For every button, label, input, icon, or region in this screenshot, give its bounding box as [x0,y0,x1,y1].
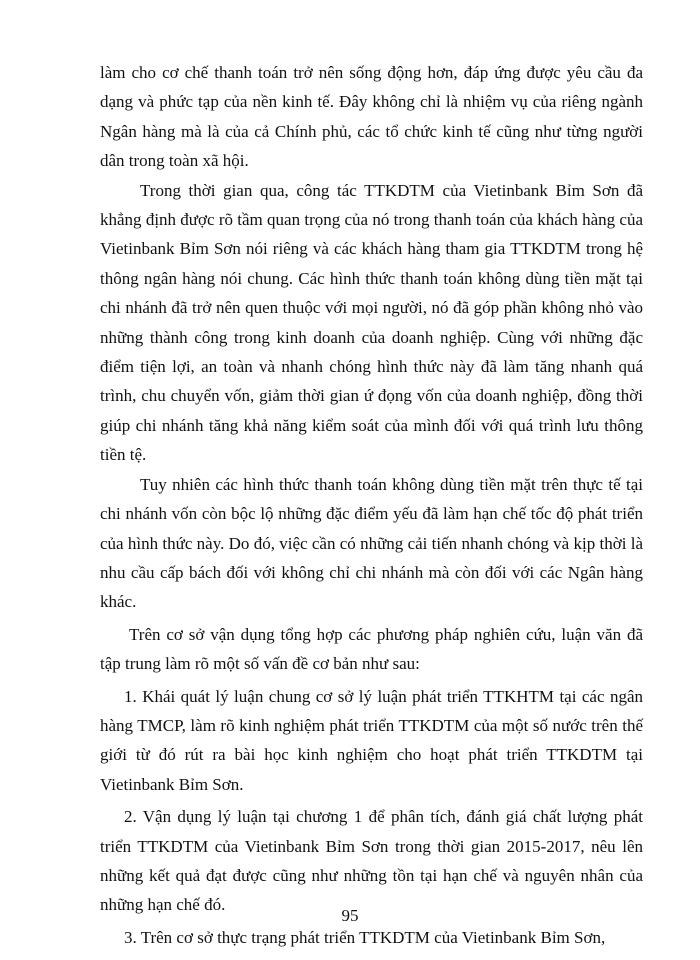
paragraph-intro-continuation: làm cho cơ chế thanh toán trở nên sống động hơn, đáp ứng được yêu cầu đa dạng và phức tạp của nền kinh tế. Đây không chỉ là nhiệm vụ của riêng ngành Ngân hàng mà là của cả Chính phủ, các tổ chức kinh tế cũng như từng người dân trong toàn xã hội. [100,63,643,171]
document-body [100,58,643,952]
list-item-2: 2. Vận dụng lý luận tại chương 1 để phân tích, đánh giá chất lượng phát triển TTKDTM của Vietinbank Bỉm Sơn trong thời gian 2015-2017, nêu lên những kết quả đạt được cũng như những tồn tại hạn chế và nguyên nhân của những hạn chế đó. [100,807,643,915]
paragraph-research-summary: Trên cơ sở vận dụng tổng hợp các phương pháp nghiên cứu, luận văn đã tập trung làm rõ một số vấn đề cơ bản như sau: [100,624,643,674]
list-item-3: 3. Trên cơ sở thực trạng phát triển TTKDTM của Vietinbank Bỉm Sơn, [124,927,606,947]
paragraph-ttkdtm-importance: Trong thời gian qua, công tác TTKDTM của Vietinbank Bỉm Sơn đã khẳng định được rõ tầm quan trọng của nó trong thanh toán của khách hàng của Vietinbank Bỉm Sơn nói riêng và các khách hàng tham gia TTKDTM trong hệ thông ngân hàng nói chung. Các hình thức thanh toán không dùng tiền mặt tại chi nhánh đã trở nên quen thuộc với mọi người, nó đã góp phần không nhỏ vào những thành công trong kinh doanh của doanh nghiệp. Cùng với những đặc điểm tiện lợi, an toàn và nhanh chóng hình thức này đã làm tăng nhanh quá trình, chu chuyển vốn, giảm thời gian ứ đọng vốn của doanh nghiệp, đồng thời giúp chi nhánh tăng khả năng kiểm soát của mình đối với quá trình lưu thông tiền tệ. [100,180,643,465]
page-number: 95 [341,906,359,925]
list-item-1: 1. Khái quát lý luận chung cơ sở lý luận phát triển TTKHTM tại các ngân hàng TMCP, làm rõ kinh nghiệm phát triển TTKDTM của một số nước trên thế giới từ đó rút ra bài học kinh nghiệm cho hoạt phát triển TTKDTM tại Vietinbank Bỉm Sơn. [100,686,643,794]
paragraph-limitations: Tuy nhiên các hình thức thanh toán không dùng tiền mặt trên thực tế tại chi nhánh vốn còn bộc lộ những đặc điểm yếu đã làm hạn chế tốc độ phát triển của hình thức này. Do đó, việc cần có những cải tiến nhanh chóng và kịp thời là nhu cầu cấp bách đối với không chỉ chi nhánh mà còn đối với các Ngân hàng khác. [100,474,643,612]
